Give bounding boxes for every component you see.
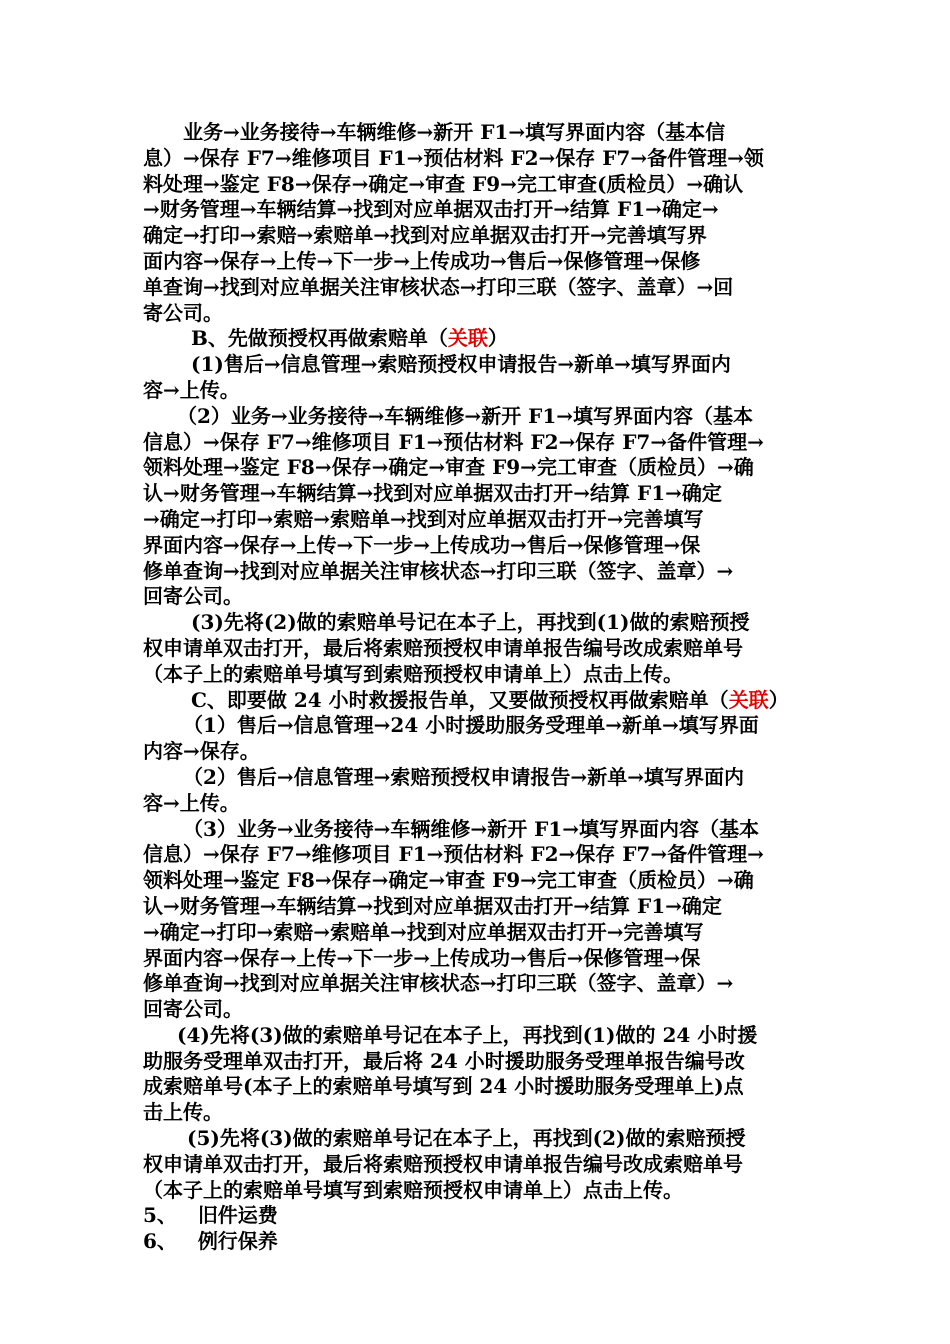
text-line: （2）业务→业务接待→车辆维修→新开 F1→填写界面内容（基本	[177, 403, 754, 428]
text-line: 业务→业务接待→车辆维修→新开 F1→填写界面内容（基本信	[183, 120, 726, 144]
text-line: 界面内容→保存→上传→下一步→上传成功→售后→保修管理→保	[143, 532, 701, 557]
text-line: （本子上的索赔单号填写到索赔预授权申请单上）点击上传。	[143, 661, 683, 686]
text-line: 信息）→保存 F7→维修项目 F1→预估材料 F2→保存 F7→备件管理→	[143, 842, 764, 867]
relation-tag: 关联	[447, 326, 488, 351]
text-line: 修单查询→找到对应单据关注审核状态→打印三联（签字、盖章）→	[143, 558, 734, 583]
text-line: （2）售后→信息管理→索赔预授权申请报告→新单→填写界面内	[183, 764, 744, 789]
text-line: 权申请单双击打开，最后将索赔预授权申请单报告编号改成索赔单号	[143, 1151, 743, 1176]
text-line: （1）售后→信息管理→24 小时援助服务受理单→新单→填写界面	[183, 713, 759, 738]
text-line: 容→上传。	[143, 377, 240, 402]
text-line: 寄公司。	[143, 300, 223, 325]
text-line: (1)售后→信息管理→索赔预授权申请报告→新单→填写界面内	[191, 352, 731, 377]
text-line: →财务管理→车辆结算→找到对应单据双击打开→结算 F1→确定→	[143, 197, 719, 222]
heading-end: ）	[768, 687, 789, 712]
text-line: 息）→保存 F7→维修项目 F1→预估材料 F2→保存 F7→备件管理→领	[143, 145, 764, 170]
text-line: →确定→打印→索赔→索赔单→找到对应单据双击打开→完善填写	[143, 919, 704, 944]
text-line: 容→上传。	[143, 790, 240, 815]
text-line: 内容→保存。	[143, 739, 260, 764]
text-line: 信息）→保存 F7→维修项目 F1→预估材料 F2→保存 F7→备件管理→	[143, 429, 764, 454]
heading-text: C、即要做 24 小时救援报告单，又要做预授权再做索赔单（	[191, 687, 729, 712]
section-b-step-3	[143, 610, 815, 687]
section-b-step-2	[143, 404, 815, 610]
text-line: (3)先将(2)做的索赔单号记在本子上，再找到(1)做的索赔预授	[191, 610, 750, 635]
text-line: 料处理→鉴定 F8→保存→确定→审查 F9→完工审查(质检员）→确认	[143, 171, 744, 196]
text-line: 面内容→保存→上传→下一步→上传成功→售后→保修管理→保修	[143, 248, 701, 273]
section-c-step-3	[143, 817, 815, 1023]
text-line: 认→财务管理→车辆结算→找到对应单据双击打开→结算 F1→确定	[143, 893, 722, 918]
text-line: （3）业务→业务接待→车辆维修→新开 F1→填写界面内容（基本	[183, 816, 760, 841]
section-c-step-2	[143, 765, 815, 817]
section-b-step-1	[143, 352, 815, 404]
text-line: 击上传。	[143, 1100, 223, 1125]
item-label: 例行保养	[197, 1229, 278, 1254]
section-c-step-1	[143, 713, 815, 765]
text-line: (5)先将(3)做的索赔单号记在本子上，再找到(2)做的索赔预授	[187, 1126, 746, 1151]
text-line: 领料处理→鉴定 F8→保存→确定→审查 F9→完工审查（质检员）→确	[143, 455, 754, 480]
section-c-step-4	[143, 1023, 815, 1126]
text-line: (4)先将(3)做的索赔单号记在本子上，再找到(1)做的 24 小时援	[177, 1022, 758, 1047]
section-c-heading	[143, 688, 815, 714]
text-line: 权申请单双击打开，最后将索赔预授权申请单报告编号改成索赔单号	[143, 635, 743, 660]
text-line: 认→财务管理→车辆结算→找到对应单据双击打开→结算 F1→确定	[143, 481, 722, 506]
text-line: →确定→打印→索赔→索赔单→找到对应单据双击打开→完善填写	[143, 506, 704, 531]
item-6	[143, 1229, 815, 1255]
text-line: 成索赔单号(本子上的索赔单号填写到 24 小时援助服务受理单上)点	[143, 1074, 744, 1099]
section-a-paragraph	[143, 120, 815, 326]
text-line: 助服务受理单双击打开，最后将 24 小时援助服务受理单报告编号改	[143, 1048, 745, 1073]
text-line: 回寄公司。	[143, 997, 243, 1022]
item-label: 旧件运费	[197, 1203, 278, 1228]
section-b-heading	[143, 326, 815, 352]
text-line: 修单查询→找到对应单据关注审核状态→打印三联（签字、盖章）→	[143, 971, 734, 996]
text-line: 确定→打印→索赔→索赔单→找到对应单据双击打开→完善填写界	[143, 223, 707, 248]
text-line: 界面内容→保存→上传→下一步→上传成功→售后→保修管理→保	[143, 945, 701, 970]
heading-end: ）	[487, 326, 508, 351]
document-body	[143, 120, 815, 1255]
item-number: 6、	[143, 1229, 177, 1254]
item-5	[143, 1203, 815, 1229]
text-line: 回寄公司。	[143, 584, 243, 609]
heading-text: B、先做预授权再做索赔单（	[191, 326, 448, 351]
text-line: （本子上的索赔单号填写到索赔预授权申请单上）点击上传。	[143, 1177, 683, 1202]
section-c-step-5	[143, 1126, 815, 1203]
relation-tag: 关联	[728, 687, 769, 712]
text-line: 领料处理→鉴定 F8→保存→确定→审查 F9→完工审查（质检员）→确	[143, 868, 754, 893]
item-number: 5、	[143, 1203, 177, 1228]
text-line: 单查询→找到对应单据关注审核状态→打印三联（签字、盖章）→回	[143, 274, 734, 299]
